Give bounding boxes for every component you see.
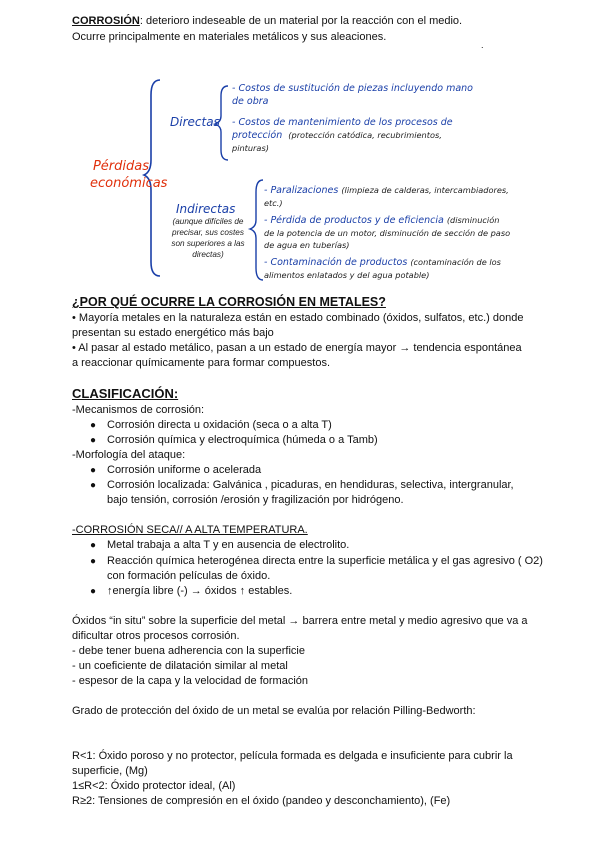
indirectas-item-2-note: (disminución [446,215,500,225]
morfologia-item-1: ● Corrosión uniforme o acelerada [90,464,262,476]
seca-item-2: ● Reacción química heterogénea directa entre la superficie metálica y el gas agresivo ( O2) [90,555,543,567]
directas-label: Directas [170,115,220,129]
indirectas-note [162,216,254,260]
oxidos-line-1: Óxidos “in situ” sobre la superficie del metal → barrera entre metal y medio agresivo que va a [72,615,528,627]
indirectas-item-1-lead: - Paralizaciones [264,185,339,196]
indirectas-item-3-note: (contaminación de los [410,257,501,267]
indirectas-item-2-lead: - Pérdida de productos y de eficiencia [264,215,444,226]
why-line-4: a reaccionar químicamente para formar compuestos. [72,357,331,369]
why-heading: ¿POR QUÉ OCURRE LA CORROSIÓN EN METALES? [72,295,386,309]
grado-line: Grado de protección del óxido de un metal se evalúa por relación Pilling-Bedworth: [72,705,476,717]
directas-item-2-protection: protección [232,130,283,141]
intro-line-2: Ocurre principalmente en materiales metálicos y sus aleaciones. [72,31,387,43]
intro-title: CORROSIÓN [72,15,140,27]
seca-item-1-text: Metal trabaja a alta T y en ausencia de electrolito. [107,539,350,551]
seca-heading: -CORROSIÓN SECA// A ALTA TEMPERATURA. [72,524,308,536]
ratio-line-4: R≥2: Tensiones de compresión en el óxido (pandeo y desconchamiento), (Fe) [72,795,451,807]
indirectas-note-3: son superiores a las [171,239,245,248]
directas-item-2-line-2 [232,129,484,142]
directas-item-1-line-2: de obra [232,96,269,107]
mecanismo-item-1: ● Corrosión directa u oxidación (seca o a alta T) [90,419,332,431]
morfologia-item-1-text: Corrosión uniforme o acelerada [107,464,262,476]
indirectas-item-3-lead: - Contaminación de productos [264,257,408,268]
mecanismo-item-1-text: Corrosión directa u oxidación (seca o a alta T) [107,419,332,431]
seca-item-2-cont: con formación películas de óxido. [107,570,271,582]
diagram-root-line-2: económicas [90,176,168,191]
directas-item-2-note: (protección catódica, recubrimientos, [288,130,442,140]
diagram-root-line-1: Pérdidas [92,159,150,174]
oxidos-line-4: - un coeficiente de dilatación similar al metal [72,660,288,672]
stray-dot: . [481,40,484,50]
mecanismo-item-2: ● Corrosión química y electroquímica (húmeda o a Tamb) [90,434,378,446]
why-line-3: • Al pasar al estado metálico, pasan a un estado de energía mayor → tendencia espontánea [72,342,522,354]
indirectas-item-1-note: (limpieza de calderas, intercambiadores, [341,185,509,195]
why-line-2: presentan su estado energético más bajo [72,327,274,339]
morfologia-item-2: ● Corrosión localizada: Galvánica , picaduras, en hendiduras, selectiva, intergranular, [90,479,514,491]
oxidos-line-2: dificultar otros procesos corrosión. [72,630,240,642]
ratio-line-1: R<1: Óxido poroso y no protector, película formada es delgada e insuficiente para cubrir la [72,750,513,762]
indirectas-note-1: (aunque difíciles de [172,217,244,226]
directas-item-2 [232,116,484,155]
ratio-line-2: superficie, (Mg) [72,765,148,777]
morfologia-item-2-text: Corrosión localizada: Galvánica , picaduras, en hendiduras, selectiva, intergranular, [107,479,514,491]
morfologia-label: -Morfología del ataque: [72,449,186,461]
why-line-1: • Mayoría metales en la naturaleza están en estado combinado (óxidos, sulfatos, etc.) donde [72,312,524,324]
indirectas-item-2-note-2: de la potencia de un motor, disminución de sección de paso [264,228,511,238]
diagram-root [90,158,168,192]
intro-title-rest: : deterioro indeseable de un material por la reacción con el medio. [139,15,463,27]
seca-item-3: ● ↑energía libre (-) → óxidos ↑ estables. [90,585,293,597]
indirectas-item-2-note-3: de agua en tuberías) [264,240,350,250]
indirectas-note-2: precisar, sus costes [172,228,244,237]
directas-item-2-line-1: - Costos de mantenimiento de los procesos de [232,117,453,128]
morfologia-item-2-cont: bajo tensión, corrosión /erosión y fragilización por hidrógeno. [107,494,404,506]
directas-item-1 [232,82,484,108]
directas-item-1-line-1: - Costos de sustitución de piezas incluyendo mano [232,83,473,94]
ratio-line-3: 1≤R<2: Óxido protector ideal, (Al) [72,780,236,792]
directas-item-2-line-3: pinturas) [232,143,269,153]
indirectas-note-4: directas) [192,250,224,259]
indirectas-label: Indirectas [176,202,236,216]
indirectas-item-3 [264,256,524,281]
indirectas-item-3-note-2: alimentos enlatados y del agua potable) [264,270,430,280]
oxidos-line-3: - debe tener buena adherencia con la superficie [72,645,305,657]
mecanismo-item-2-text: Corrosión química y electroquímica (húmeda o a Tamb) [107,434,378,446]
seca-item-3-text: ↑energía libre (-) → óxidos ↑ estables. [107,585,293,597]
oxidos-line-5: - espesor de la capa y la velocidad de formación [72,675,309,687]
clasificacion-heading: CLASIFICACIÓN: [72,386,179,401]
indirectas-item-2 [264,214,524,251]
seca-item-1: ● Metal trabaja a alta T y en ausencia de electrolito. [90,539,350,551]
seca-item-2-text: Reacción química heterogénea directa entre la superficie metálica y el gas agresivo ( O2) [107,555,543,567]
indirectas-item-1-note-2: etc.) [264,198,283,208]
mecanismos-label: -Mecanismos de corrosión: [72,404,205,416]
indirectas-item-1 [264,184,518,209]
